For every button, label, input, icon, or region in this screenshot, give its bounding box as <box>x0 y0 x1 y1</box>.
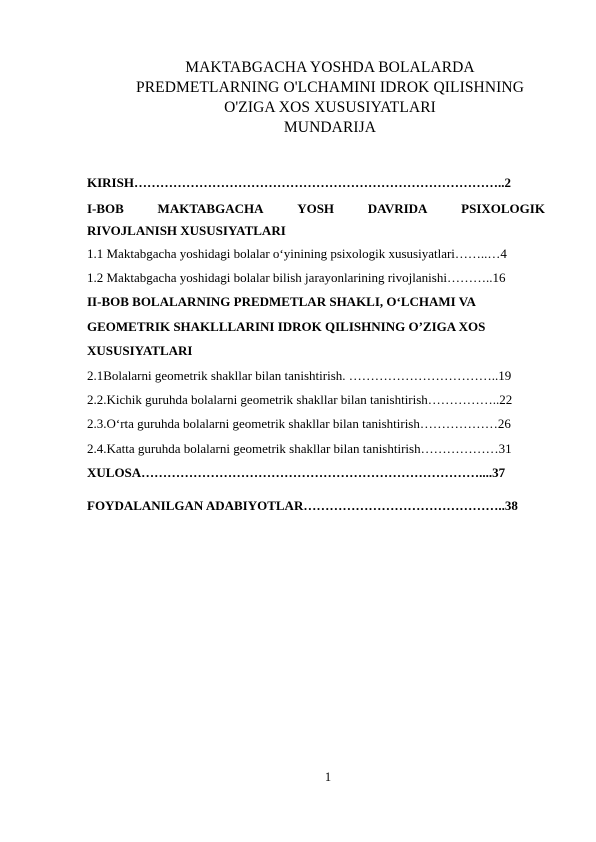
chapter-1-word: MAKTABGACHA <box>157 201 264 216</box>
toc-chapter-1-line-1 <box>87 200 545 218</box>
toc-entry-2-2: 2.2.Kichik guruhda bolalarni geometrik shakllar bilan tanishtirish……………..22 <box>87 392 513 407</box>
toc-entry-2-1: 2.1Bolalarni geometrik shakllar bilan tanishtirish. ……………………………..19 <box>87 368 512 383</box>
toc-entry-1-1: 1.1 Maktabgacha yoshidagi bolalar o‘yinining psixologik xususiyatlari……..…4 <box>87 246 507 261</box>
title-line-3: O'ZIGA XOS XUSUSIYATLARI <box>224 99 436 116</box>
chapter-1-word: DAVRIDA <box>367 201 428 216</box>
toc-entry-1-2: 1.2 Maktabgacha yoshidagi bolalar bilish jarayonlarining rivojlanishi………..16 <box>87 270 506 285</box>
title-line-2: PREDMETLARNING O'LCHAMINI IDROK QILISHNING <box>135 79 524 96</box>
chapter-1-word: PSIXOLOGIK <box>461 201 545 216</box>
toc-entry-kirish: KIRISH…………………………………………………………………………..2 <box>87 175 511 190</box>
toc-chapter-1-line-2: RIVOJLANISH XUSUSIYATLARI <box>87 223 286 238</box>
chapter-1-word: YOSH <box>297 201 335 216</box>
toc-entry-2-3: 2.3.O‘rta guruhda bolalarni geometrik shakllar bilan tanishtirish………………26 <box>87 416 511 431</box>
toc-chapter-2-line-2: GEOMETRIK SHAKLLLARINI IDROK QILISHNING O’ZIGA XOS <box>87 319 486 334</box>
toc-chapter-2-line-1: II-BOB BOLALARNING PREDMETLAR SHAKLI, O‘LCHAMI VA <box>87 294 476 309</box>
title-line-1: MAKTABGACHA YOSHDA BOLALARDA <box>185 59 475 76</box>
toc-chapter-2-line-3: XUSUSIYATLARI <box>87 343 193 358</box>
toc-entry-xulosa: XULOSA……………………………………………………………………....37 <box>87 465 506 480</box>
page-number: 1 <box>324 770 332 784</box>
toc-heading: MUNDARIJA <box>283 119 377 136</box>
chapter-1-word: I-BOB <box>87 201 124 216</box>
toc-entry-foydalanilgan: FOYDALANILGAN ADABIYOTLAR………………………………………..38 <box>87 498 518 513</box>
toc-entry-2-4: 2.4.Katta guruhda bolalarni geometrik shakllar bilan tanishtirish………………31 <box>87 441 512 456</box>
